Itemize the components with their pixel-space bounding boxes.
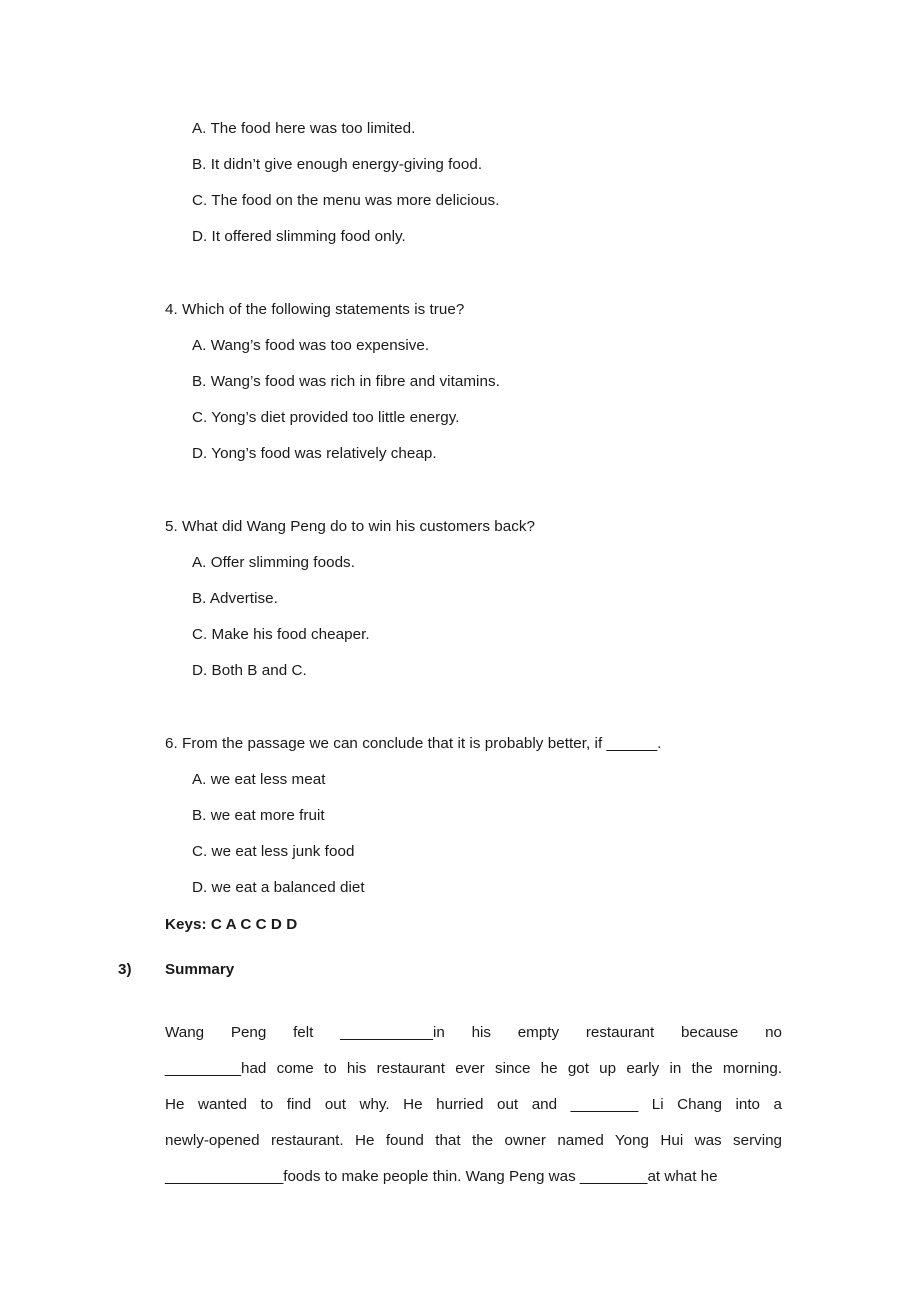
question-stem-6-tail: . <box>657 735 662 752</box>
option-item: A. The food here was too limited. <box>192 120 416 137</box>
answer-key: Keys: C A C C D D <box>165 916 298 933</box>
summary-paragraph-line <box>165 1024 782 1042</box>
summary-paragraph-line <box>165 1096 782 1114</box>
option-item: A. Wang’s food was too expensive. <box>192 337 430 354</box>
option-item: B. Wang’s food was rich in fibre and vitamins. <box>192 373 500 390</box>
summary-section-heading: Summary <box>165 961 235 978</box>
summary-text: Wang Peng felt <box>165 1024 341 1041</box>
question-stem-6 <box>165 735 661 753</box>
summary-text: newly-opened restaurant. He found that the owner named Yong Hui was serving <box>165 1132 782 1149</box>
answer-blank: ________ <box>579 1168 648 1185</box>
question-stem-6-text: 6. From the passage we can conclude that it is probably better, if <box>165 735 607 752</box>
summary-text: foods to make people thin. Wang Peng was <box>283 1168 580 1185</box>
summary-text: He wanted to find out why. He hurried out and <box>165 1096 571 1113</box>
summary-paragraph-line <box>165 1132 782 1150</box>
question-stem-4: 4. Which of the following statements is true? <box>165 301 465 318</box>
question-stem-5: 5. What did Wang Peng do to win his customers back? <box>165 518 536 535</box>
option-item: C. Make his food cheaper. <box>192 626 370 643</box>
option-item: A. we eat less meat <box>192 771 326 788</box>
option-item: D. Both B and C. <box>192 662 307 679</box>
summary-text: in his empty restaurant because no <box>433 1024 783 1041</box>
summary-paragraph-line <box>165 1060 782 1078</box>
option-item: B. Advertise. <box>192 590 278 607</box>
option-item: A. Offer slimming foods. <box>192 554 355 571</box>
summary-text: had come to his restaurant ever since he got up early in the morning. <box>241 1060 782 1077</box>
option-item: D. we eat a balanced diet <box>192 879 365 896</box>
summary-text: at what he <box>647 1168 718 1185</box>
answer-blank: _________ <box>165 1060 242 1077</box>
option-item: C. Yong’s diet provided too little energy. <box>192 409 460 426</box>
option-item: C. we eat less junk food <box>192 843 355 860</box>
answer-blank: ________ <box>570 1096 639 1113</box>
option-item: B. we eat more fruit <box>192 807 325 824</box>
answer-blank: ___________ <box>340 1024 433 1041</box>
summary-section-number: 3) <box>118 961 132 978</box>
option-item: C. The food on the menu was more delicious. <box>192 192 500 209</box>
option-item: D. It offered slimming food only. <box>192 228 406 245</box>
summary-text: Li Chang into a <box>638 1096 783 1113</box>
answer-blank: ______ <box>606 735 658 752</box>
summary-paragraph-line <box>165 1168 782 1186</box>
option-item: B. It didn’t give enough energy-giving food. <box>192 156 483 173</box>
answer-blank: ______________ <box>165 1168 284 1185</box>
option-item: D. Yong’s food was relatively cheap. <box>192 445 437 462</box>
